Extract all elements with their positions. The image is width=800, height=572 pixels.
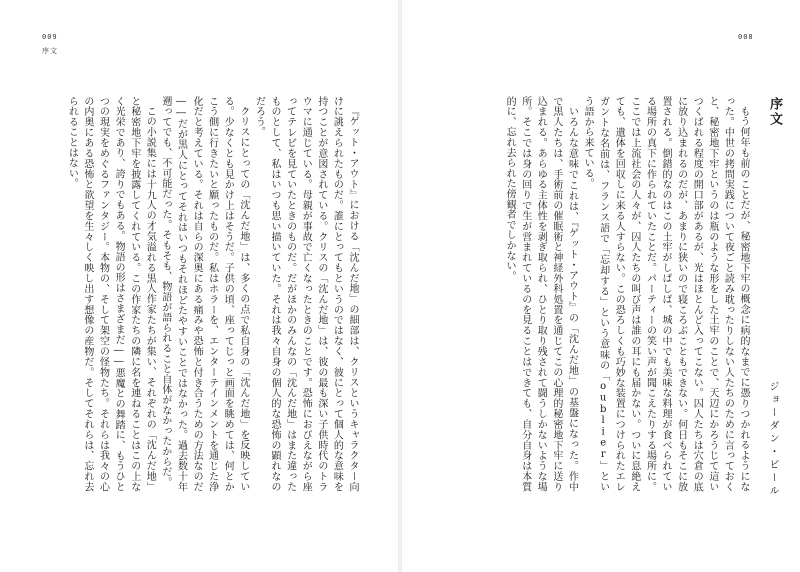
author-name: ジョーダン・ピール	[767, 381, 778, 498]
paragraph: クリスにとっての「沈んだ地」は、多くの点で私自身の「沈んだ地」を反映している。少なくとも見かけ上はそうだ。子供の頃、座ってじっと画面を眺めては、何とかこう側に行きたいと願ったものだ。私はホラーを、エンターテインメントを通じた浄化だと考えている。それは自らの深奥にある痛みや恐怖と付き合うための方法なのだ――だが黒人にとってそれはいつもそれほどたやすいことではなかった。過去数十年遡ってでも、不可能だった。そもそも、物語が語られること自体がなかったからだ。	[159, 96, 249, 492]
paragraph: いろんな意味でこれは、『ゲット・アウト』の「沈んだ地」の基盤になった。作中で黒人たちは、手術前の催眠術と神経外科処置を通じてこの心理的秘密地下牢に送り込まれる。あらゆる主体性を剥ぎ取られ、ひとり取り残されて闘うしかないような場所。そこでは身の回りで生が営まれているのを見ることはできても、自分自身は本質的に、忘れ去られた傍観者でしかない。	[504, 96, 578, 492]
chapter-title: 序文	[767, 97, 782, 127]
paragraph: この小説集には十九人の才気溢れる黒人作家たちが集い、それぞれの「沈んだ地」と秘密地下牢を披露してくれている。この作家たちの隣に名を連ねることはこの上なく光栄であり、誇りでもある。物語の形はさまざまだ――悪魔との舞踏に、もうひとつの現実をめぐるファンタジー。本物の、そして架空の怪物たち。それらは我々の心の内奥にある恐怖と欲望を生々しく映し出す想像の産物だ。そしてそれらは、忘れ去られることはない。	[66, 96, 156, 492]
page-number-left: 009	[42, 33, 58, 41]
right-page	[402, 0, 800, 572]
left-page	[0, 0, 398, 572]
left-page-body	[66, 96, 360, 492]
right-page-body	[481, 96, 751, 492]
page-number-right: 008	[738, 33, 754, 41]
paragraph: 『ゲット・アウト』における「沈んだ地」の細部は、クリスというキャラクター向けに誂えられたものだ。誰にとってもというのではなく、彼にとって個人的な意味を持つことが意図されている。クリスの「沈んだ地」は、彼の最も深い子供時代のトラウマに通じている。母親が事故で亡くなったときのことです。恐怖におびえながら座ってテレビを見ていたときのものだ。だがほかのみんなの「沈んだ地」はまた違ったものとして、私はいつも思い描いていた。それは我々自身の個人的な恐怖の顕れなのだろう。	[253, 96, 358, 492]
paragraph: もう何年も前のことだが、秘密地下牢の概念に病的なまでに憑りつかれるようになった。中世の拷問実践について夜ごと読み耽ったりしない人たちのために言っておくと、秘密地下牢というのは瓶のような形をした土牢のことで、天辺にかろうじて這いつくばれる程度の開口部があるが、光はほとんど入ってこない。囚人たちは穴倉の底に放り込まれるのだが、あまりに狭いので寝ころぶこともできない。何日もそこに放置される。倒錯的なのはこの土牢がしばしば、城の中でも美味な料理が食べられている場所の真下に作られていたことだ。パーティーの笑い声が聞こえたりする場所に。ここでは上流社会の人々が、囚人たちの叫び声は誰の耳にも届かない。ついに息絶えても、遺体を回収しに来る人すらない。この恐ろしくも巧妙な装置につけられたエレガントな名前は、フランス語で「忘却する」という意味の「oublier」という語から来ている。	[582, 96, 749, 492]
running-head: 序文	[42, 47, 58, 55]
